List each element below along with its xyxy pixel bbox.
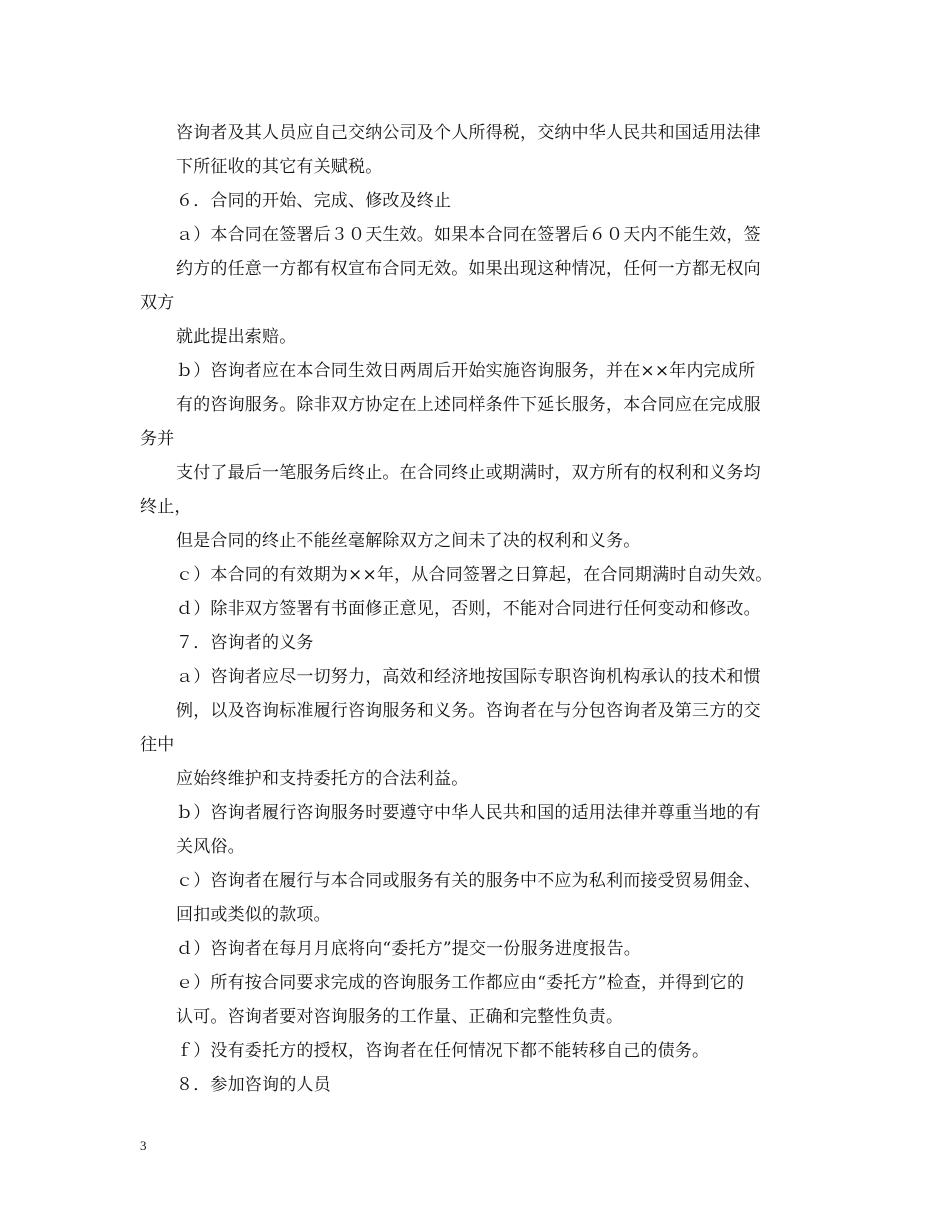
text-line: 有的咨询服务。除非双方协定在上述同样条件下延长服务，本合同应在完成服 xyxy=(176,395,761,415)
text-line: ｄ）咨询者在每月月底将向“委托方”提交一份服务进度报告。 xyxy=(176,939,641,959)
text-line: ｂ）咨询者应在本合同生效日两周后开始实施咨询服务，并在××年内完成所 xyxy=(176,361,756,381)
text-line: ａ）咨询者应尽一切努力，高效和经济地按国际专职咨询机构承认的技术和惯 xyxy=(176,667,761,687)
text-line: ｂ）咨询者履行咨询服务时要遵守中华人民共和国的适用法律并尊重当地的有 xyxy=(176,803,761,823)
section-heading: ７．咨询者的义务 xyxy=(176,633,314,653)
text-line: 认可。咨询者要对咨询服务的工作量、正确和完整性负责。 xyxy=(176,1007,624,1027)
text-line: ｄ）除非双方签署有书面修正意见，否则，不能对合同进行任何变动和修改。 xyxy=(176,599,761,619)
text-line: 咨询者及其人员应自己交纳公司及个人所得税，交纳中华人民共和国适用法律 xyxy=(176,123,761,143)
section-heading: ８．参加咨询的人员 xyxy=(176,1075,331,1095)
text-line: 就此提出索赔。 xyxy=(176,327,297,347)
text-line: ｆ）没有委托方的授权，咨询者在任何情况下都不能转移自己的债务。 xyxy=(176,1041,710,1061)
text-line: ｅ）所有按合同要求完成的咨询服务工作都应由“委托方”检查，并得到它的 xyxy=(176,973,745,993)
text-line: 支付了最后一笔服务后终止。在合同终止或期满时，双方所有的权利和义务均 xyxy=(176,463,761,483)
text-line: 务并 xyxy=(140,429,175,449)
text-line: 关风俗。 xyxy=(176,837,245,857)
section-heading: ６．合同的开始、完成、修改及终止 xyxy=(176,191,452,211)
text-line: 但是合同的终止不能丝毫解除双方之间未了决的权利和义务。 xyxy=(176,531,641,551)
text-line: 约方的任意一方都有权宣布合同无效。如果出现这种情况，任何一方都无权向 xyxy=(176,259,761,279)
text-line: 往中 xyxy=(140,735,175,755)
text-line: ｃ）咨询者在履行与本合同或服务有关的服务中不应为私利而接受贸易佣金、 xyxy=(176,871,761,891)
text-line: 应始终维护和支持委托方的合法利益。 xyxy=(176,769,469,789)
text-line: 终止， xyxy=(140,497,192,517)
text-line: 双方 xyxy=(140,293,175,313)
text-line: ｃ）本合同的有效期为××年，从合同签署之日算起，在合同期满时自动失效。 xyxy=(176,565,773,585)
text-line: 例，以及咨询标准履行咨询服务和义务。咨询者在与分包咨询者及第三方的交 xyxy=(176,701,761,721)
text-line: 回扣或类似的款项。 xyxy=(176,905,331,925)
text-line: ａ）本合同在签署后３０天生效。如果本合同在签署后６０天内不能生效，签 xyxy=(176,225,761,245)
page-number: 3 xyxy=(140,1138,147,1153)
text-line: 下所征收的其它有关赋税。 xyxy=(176,157,383,177)
